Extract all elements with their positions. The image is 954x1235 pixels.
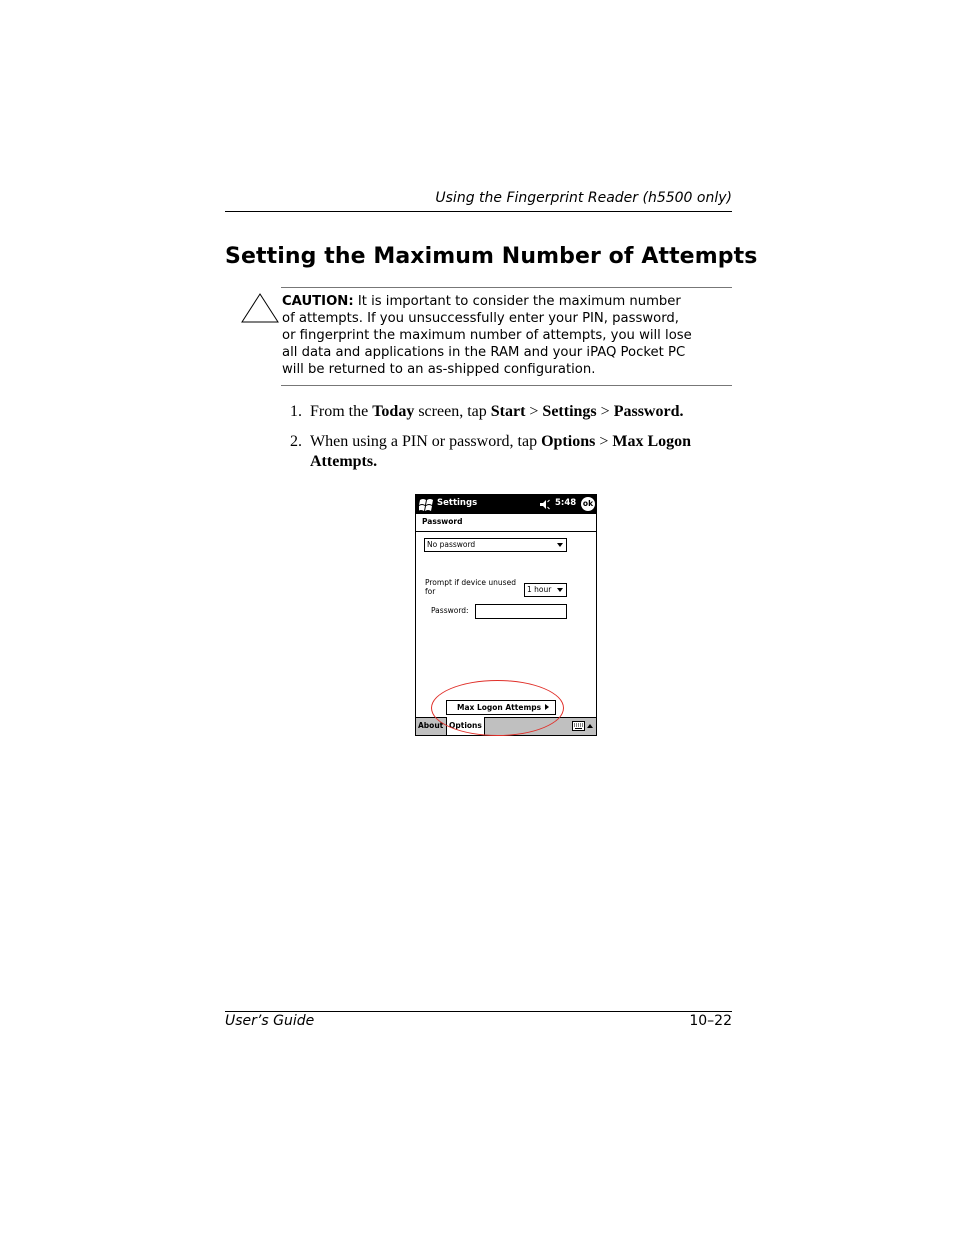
step-emphasis: Max Logon Attempts. xyxy=(310,433,692,470)
footer-guide-title: User’s Guide xyxy=(225,1013,315,1029)
speaker-icon[interactable] xyxy=(540,499,550,510)
prompt-label-line1: Prompt if device unused xyxy=(425,578,516,587)
password-mode-value: No password xyxy=(427,540,476,549)
chevron-down-icon xyxy=(557,543,563,547)
device-title-rule xyxy=(416,531,596,532)
section-title: Setting the Maximum Number of Attempts xyxy=(225,244,758,269)
caution-top-rule xyxy=(281,287,732,288)
step-emphasis: Start xyxy=(490,403,526,420)
page-number: 10–22 xyxy=(689,1013,732,1029)
step-fragment: screen, tap xyxy=(414,403,491,420)
step-number: 1. xyxy=(290,403,302,420)
caution-note xyxy=(282,293,692,378)
chevron-down-icon xyxy=(557,588,563,592)
windows-flag-icon[interactable] xyxy=(419,497,433,512)
keyboard-icon[interactable] xyxy=(572,721,585,731)
step-fragment: > xyxy=(525,403,543,420)
highlight-circle xyxy=(431,680,564,736)
device-page-title: Password xyxy=(422,517,463,526)
step-emphasis: Today xyxy=(372,403,415,420)
device-clock[interactable]: 5:48 xyxy=(555,498,577,508)
step-emphasis: Settings xyxy=(542,403,597,420)
step-fragment: > xyxy=(595,433,613,450)
step-1 xyxy=(290,402,735,422)
device-app-title: Settings xyxy=(437,498,478,508)
footer-rule xyxy=(225,1011,732,1012)
options-menu[interactable]: Options xyxy=(446,717,485,735)
input-panel-arrow-icon[interactable] xyxy=(587,724,593,728)
step-fragment: From the xyxy=(310,403,373,420)
caution-body: It is important to consider the maximum number of attempts. If you unsuccessfully enter your PIN, password, or fingerprint the maximum number of attempts, you will lose all data and applications in the RAM and your iPAQ Pocket PC will be returned to an as-shipped configuration. xyxy=(282,294,692,377)
step-number: 2. xyxy=(290,433,302,450)
procedure-steps xyxy=(290,402,735,482)
device-title-bar xyxy=(416,495,596,514)
header-rule xyxy=(225,211,732,212)
step-fragment: > xyxy=(596,403,614,420)
step-fragment: When using a PIN or password, tap xyxy=(310,433,542,450)
prompt-interval-value: 1 hour xyxy=(527,585,552,594)
caution-triangle-icon xyxy=(241,293,279,323)
about-menu[interactable]: About xyxy=(418,721,444,730)
password-label: Password: xyxy=(431,606,469,615)
popup-item-label: Max Logon Attemps xyxy=(457,703,542,712)
prompt-label xyxy=(425,578,516,596)
caution-label: CAUTION: xyxy=(282,294,354,309)
step-text xyxy=(310,432,735,472)
prompt-interval-select[interactable] xyxy=(524,583,567,597)
password-input[interactable] xyxy=(475,604,567,619)
password-mode-select[interactable] xyxy=(424,538,567,552)
ok-button[interactable]: ok xyxy=(581,497,595,511)
step-emphasis: Options xyxy=(541,433,596,450)
step-text xyxy=(310,402,735,422)
step-emphasis: Password. xyxy=(613,403,684,420)
step-2 xyxy=(290,432,735,472)
running-header: Using the Fingerprint Reader (h5500 only) xyxy=(435,190,732,206)
prompt-label-line2: for xyxy=(425,587,436,596)
caution-bottom-rule xyxy=(281,385,732,386)
